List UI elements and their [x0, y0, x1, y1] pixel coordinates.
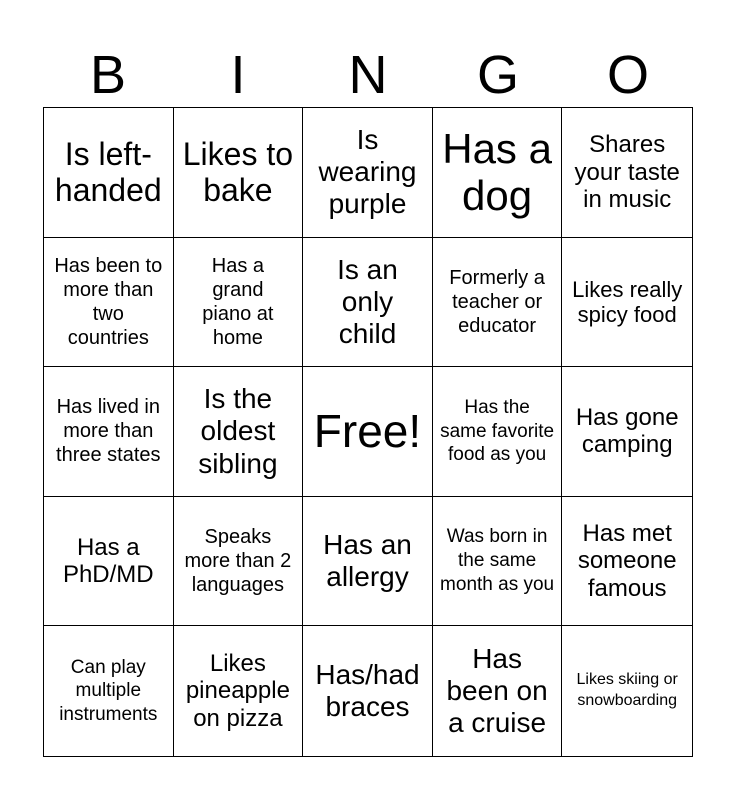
- cell-text: Is an only child: [337, 253, 398, 349]
- bingo-cell[interactable]: [174, 626, 304, 756]
- cell-text: Likes skiing or snowboarding: [576, 671, 678, 710]
- bingo-cell[interactable]: [433, 108, 563, 238]
- bingo-board: [43, 107, 693, 757]
- bingo-cell[interactable]: [174, 367, 304, 497]
- cell-text: Has lived in more than three states: [56, 396, 161, 467]
- cell-text: Has been to more than two countries: [54, 254, 163, 349]
- cell-text: Has an allergy: [323, 528, 412, 593]
- bingo-cell[interactable]: [562, 108, 692, 238]
- cell-text: Was born in the same month as you: [440, 526, 555, 595]
- bingo-cell[interactable]: [433, 238, 563, 368]
- cell-text: Can play multiple instruments: [59, 656, 158, 726]
- bingo-cell[interactable]: [303, 238, 433, 368]
- bingo-cell[interactable]: [433, 626, 563, 756]
- header-letter-b: B: [89, 45, 127, 105]
- cell-text: Shares your taste in music: [574, 130, 680, 214]
- bingo-cell[interactable]: [562, 367, 692, 497]
- cell-text: Has a dog: [442, 125, 552, 220]
- bingo-cell[interactable]: [562, 626, 692, 756]
- bingo-cell[interactable]: [44, 238, 174, 368]
- bingo-header: [43, 42, 693, 108]
- header-letter-n: N: [348, 45, 388, 105]
- cell-text: Has met someone famous: [577, 519, 677, 602]
- bingo-cell[interactable]: [303, 108, 433, 238]
- bingo-cell[interactable]: [44, 626, 174, 756]
- cell-text: Is wearing purple: [318, 124, 417, 220]
- cell-text: Is left-handed: [54, 135, 162, 209]
- free-space[interactable]: [303, 367, 433, 497]
- cell-text: Likes to bake: [182, 135, 294, 209]
- cell-text: Has the same favorite food as you: [440, 396, 555, 466]
- cell-text: Likes pineapple on pizza: [185, 649, 290, 732]
- cell-text: Has/had braces: [315, 659, 420, 723]
- cell-text: Has been on a cruise: [446, 642, 548, 739]
- cell-text: Formerly a teacher or educator: [449, 266, 545, 337]
- bingo-cell[interactable]: [303, 626, 433, 756]
- cell-text: Has a PhD/MD: [62, 533, 154, 589]
- bingo-cell[interactable]: [433, 367, 563, 497]
- cell-text: Likes really spicy food: [572, 276, 683, 327]
- bingo-cell[interactable]: [562, 497, 692, 627]
- free-space-label: Free!: [313, 405, 422, 458]
- cell-text: Speaks more than 2 languages: [184, 526, 292, 597]
- bingo-cell[interactable]: [433, 497, 563, 627]
- bingo-cell[interactable]: [44, 497, 174, 627]
- bingo-cell[interactable]: [44, 108, 174, 238]
- bingo-cell[interactable]: [562, 238, 692, 368]
- bingo-cell[interactable]: [174, 238, 304, 368]
- bingo-cell[interactable]: [303, 497, 433, 627]
- cell-text: Has a grand piano at home: [202, 254, 274, 349]
- bingo-cell[interactable]: [174, 108, 304, 238]
- bingo-cell[interactable]: [174, 497, 304, 627]
- header-letter-o: O: [606, 45, 649, 105]
- cell-text: Is the oldest sibling: [198, 383, 278, 479]
- header-letter-i: I: [230, 45, 246, 105]
- cell-text: Has gone camping: [575, 403, 679, 459]
- header-letter-g: G: [476, 45, 519, 105]
- bingo-cell[interactable]: [44, 367, 174, 497]
